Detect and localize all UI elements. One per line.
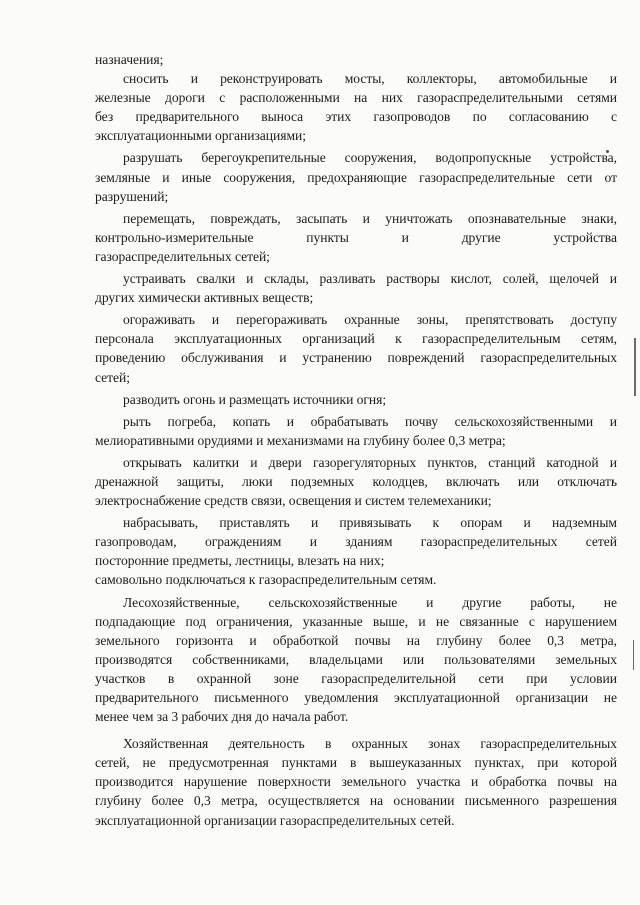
text-line: Хозяйственная деятельность в охранных зонах газораспределительных [123, 736, 617, 752]
text-line: самовольно подключаться к газораспределительным сетям. [95, 572, 437, 588]
text-line: земельного горизонта и обработкой почвы на глубину более 0,3 метра, [95, 632, 617, 648]
text-line: без предварительного выноса этих газопроводов по согласованию с [95, 109, 617, 125]
text-line: разрушений; [95, 188, 169, 204]
text-line: назначения; [95, 52, 164, 67]
text-line: сетей, не предусмотренная пунктами в вышеуказанных пунктах, при которой [95, 755, 617, 771]
text-line: сетей; [95, 369, 130, 385]
text-line: железные дороги с расположенными на них газораспределительными сетями [95, 90, 617, 106]
text-line: проведению обслуживания и устранению повреждений газораспределительных [95, 350, 617, 366]
text-line: глубину более 0,3 метра, осуществляется на основании письменного разрешения [95, 793, 617, 809]
text-line: эксплуатационными организациями; [95, 128, 306, 144]
text-line: эксплуатационной организации газораспределительных сетей. [95, 812, 455, 828]
text-line: мелиоративными орудиями и механизмами на глубину более 0,3 метра; [95, 432, 506, 448]
text-line: разрушать берегоукрепительные сооружения, водопропускные устройства, [123, 150, 617, 166]
text-line: других химически активных веществ; [95, 290, 314, 306]
text-line: разводить огонь и размещать источники огня; [123, 391, 387, 407]
text-line: рыть погреба, копать и обрабатывать почву сельскохозяйственными и [123, 413, 617, 429]
scan-edge-mark [634, 338, 636, 396]
text-line: набрасывать, приставлять и привязывать к опорам и надземным [123, 515, 617, 531]
text-line: производятся собственниками, владельцами или пользователями земельных [95, 651, 617, 667]
text-line: персонала эксплуатационных организаций к газораспределительным сетям, [95, 331, 617, 347]
text-line: предварительного письменного уведомления эксплуатационной организации не [95, 690, 617, 705]
text-line: производится нарушение поверхности земельного участка и обработка почвы на [95, 774, 617, 790]
text-line: перемещать, повреждать, засыпать и уничтожать опознавательные знаки, [123, 210, 617, 226]
text-line: контрольно-измерительные пункты и другие устройства [95, 229, 617, 245]
scan-edge-mark [633, 640, 634, 670]
text-line: открывать калитки и двери газорегуляторных пунктов, станций катодной и [123, 454, 617, 470]
text-line: электроснабжение средств связи, освещения и систем телемеханики; [95, 493, 492, 509]
text-line: сносить и реконструировать мосты, коллекторы, автомобильные и [123, 71, 617, 87]
text-line: участков в охранной зоне газораспределительной сети при условии [95, 670, 617, 686]
text-line: газопроводам, ограждениям и зданиям газораспределительных сетей [95, 534, 617, 550]
text-line: менее чем за 3 рабочих дня до начала работ. [95, 709, 349, 725]
text-line: огораживать и перегораживать охранные зоны, препятствовать доступу [123, 312, 617, 328]
text-line: дренажной защиты, люки подземных колодцев, включать или отключать [95, 473, 617, 489]
text-line: устраивать свалки и склады, разливать растворы кислот, солей, щелочей и [123, 271, 617, 287]
text-line: газораспределительных сетей; [95, 248, 270, 264]
document-page [95, 50, 617, 830]
text-line: земляные и иные сооружения, предохраняющие газораспределительные сети от [95, 169, 617, 185]
text-line: Лесохозяйственные, сельскохозяйственные и другие работы, не [123, 594, 617, 610]
text-line: подпадающие под ограничения, указанные выше, и не связанные с нарушением [95, 613, 617, 629]
text-line: посторонние предметы, лестницы, влезать на них; [95, 553, 385, 569]
